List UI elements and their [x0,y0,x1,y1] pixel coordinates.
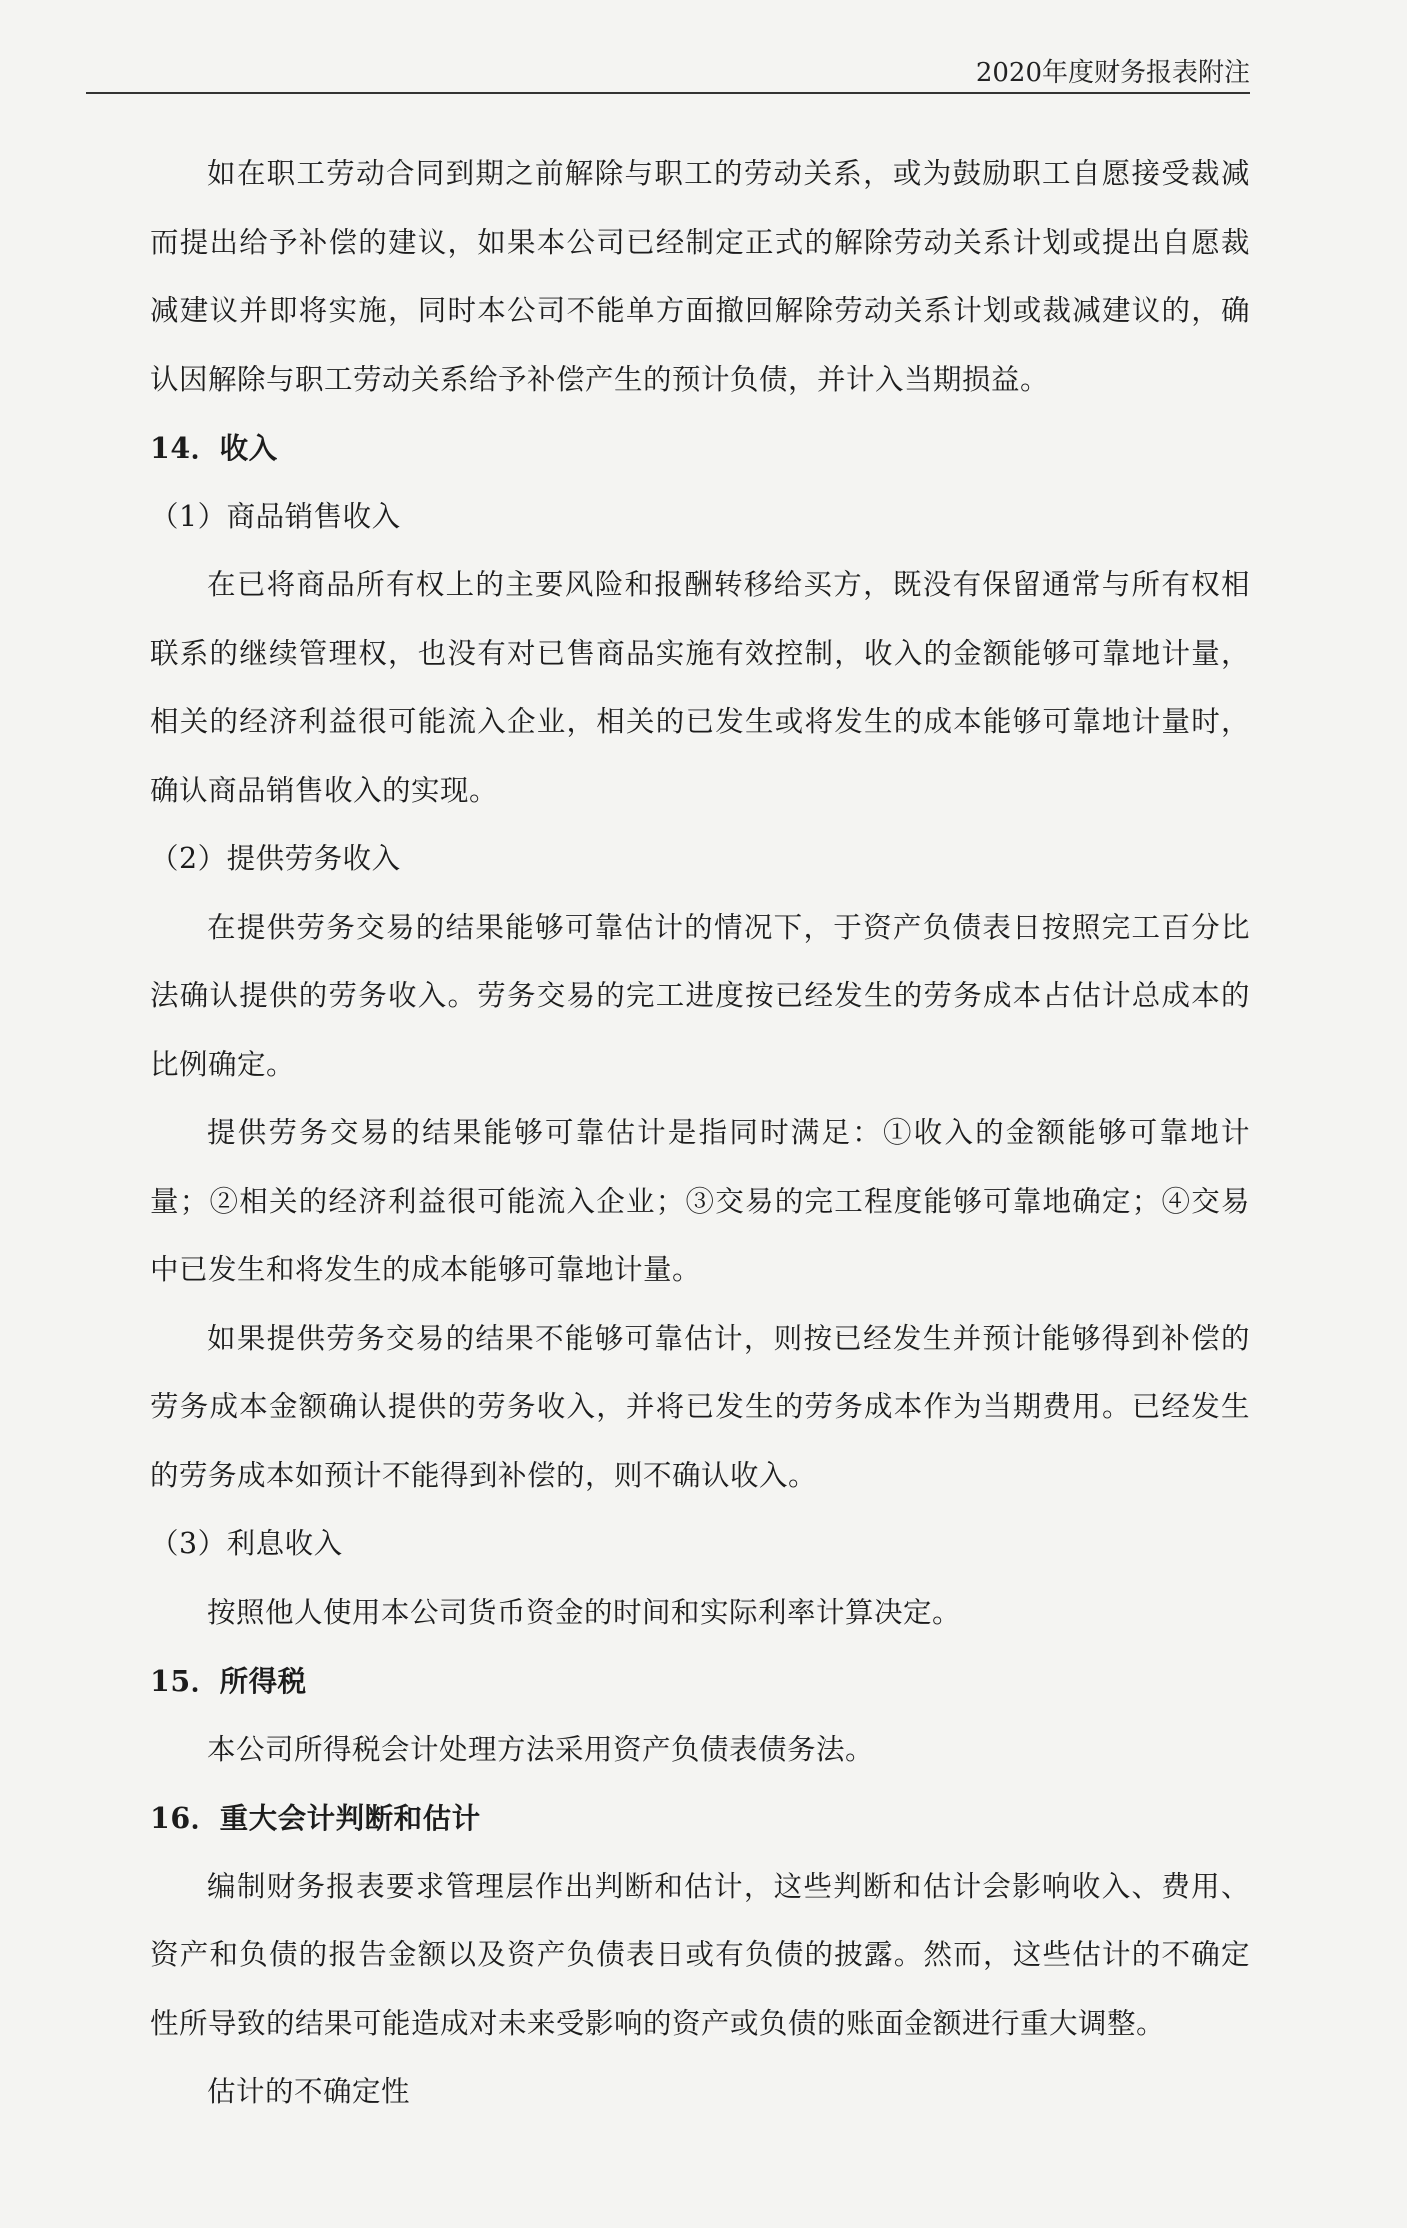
paragraph-goods-sales: 在已将商品所有权上的主要风险和报酬转移给买方，既没有保留通常与所有权相联系的继续管理权，也没有对已售商品实施有效控制，收入的金额能够可靠地计量，相关的经济利益很可能流入企业，相关的已发生或将发生的成本能够可靠地计量时，确认商品销售收入的实现。 [150,568,1250,807]
page-header-title: 2020年度财务报表附注 [975,58,1250,88]
header-divider [86,92,1250,94]
paragraph-interest-income: 按照他人使用本公司货币资金的时间和实际利率计算决定。 [207,1595,962,1629]
section-heading-judgments-estimates: 16．重大会计判断和估计 [150,1801,481,1835]
section-heading-revenue: 14．收入 [150,431,278,465]
paragraph-service-unreliable: 如果提供劳务交易的结果不能够可靠估计，则按已经发生并预计能够得到补偿的劳务成本金额确认提供的劳务收入，并将已发生的劳务成本作为当期费用。已经发生的劳务成本如预计不能得到补偿的，则不确认收入。 [150,1321,1250,1492]
paragraph-service-conditions: 提供劳务交易的结果能够可靠估计是指同时满足：①收入的金额能够可靠地计量；②相关的经济利益很可能流入企业；③交易的完工程度能够可靠地确定；④交易中已发生和将发生的成本能够可靠地计量。 [150,1116,1250,1286]
subheading-service-revenue: （2）提供劳务收入 [150,842,401,875]
paragraph-service-percentage: 在提供劳务交易的结果能够可靠估计的情况下，于资产负债表日按照完工百分比法确认提供的劳务收入。劳务交易的完工进度按已经发生的劳务成本占估计总成本的比例确定。 [150,910,1250,1081]
paragraph-income-tax: 本公司所得税会计处理方法采用资产负债表债务法。 [207,1732,875,1766]
subheading-goods-sales-revenue: （1）商品销售收入 [150,499,401,533]
section-heading-income-tax: 15．所得税 [150,1664,307,1698]
paragraph-termination-benefits: 如在职工劳动合同到期之前解除与职工的劳动关系，或为鼓励职工自愿接受裁减而提出给予补偿的建议，如果本公司已经制定正式的解除劳动关系计划或提出自愿裁减建议并即将实施，同时本公司不能单方面撤回解除劳动关系计划或裁减建议的，确认因解除与职工劳动关系给予补偿产生的预计负债，并计入当期损益。 [150,157,1250,396]
paragraph-judgments-estimates: 编制财务报表要求管理层作出判断和估计，这些判断和估计会影响收入、费用、资产和负债的报告金额以及资产负债表日或有负债的披露。然而，这些估计的不确定性所导致的结果可能造成对未来受影响的资产或负债的账面金额进行重大调整。 [150,1869,1250,2040]
paragraph-estimation-uncertainty: 估计的不确定性 [207,2075,411,2108]
document-body [150,140,1250,2127]
subheading-interest-income: （3）利息收入 [150,1527,343,1560]
